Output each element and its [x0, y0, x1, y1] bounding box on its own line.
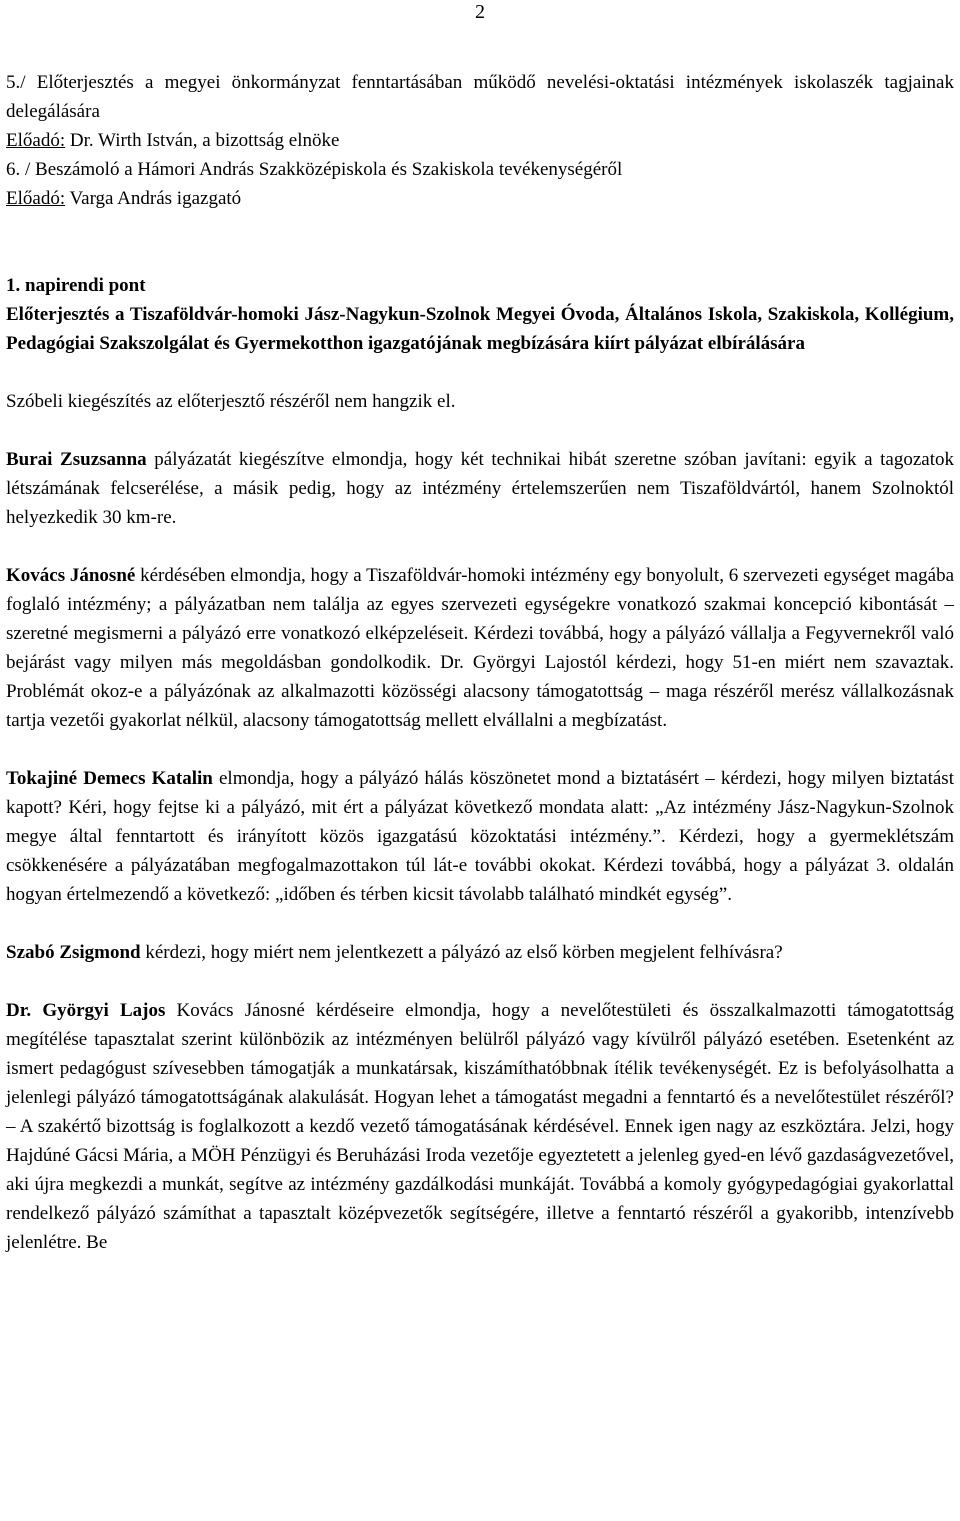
paragraph-text: elmondja, hogy a pályázó hálás köszönetet mond a biztatásért – kérdezi, hogy milyen biztatást kapott? Kéri, hogy fejtse ki a pályázó, mit ért a pályázat következő mondata alatt: „Az intézmény Jász-Nagykun-Szolnok megye által fenntartott és irányított közös igazgatású közoktatási intézmény.”. Kérdezi, hogy a gyermeklétszám csökkenésére a pályázatában megfogalmazottakon túl lát-e további okokat. Kérdezi továbbá, hogy a pályázat 3. oldalán hogyan értelmezendő a következő: „időben és térben kicsit távolabb található mindkét egység”.: [6, 768, 954, 905]
paragraph-szabo: [6, 938, 954, 967]
speaker-name: Tokajiné Demecs Katalin: [6, 768, 213, 789]
section-title: 1. napirendi pont: [6, 275, 146, 296]
speaker-name: Dr. Györgyi Lajos: [6, 1000, 166, 1021]
page-number: 2: [475, 1, 485, 23]
agenda-item-6-text: 6. / Beszámoló a Hámori András Szakközépiskola és Szakiskola tevékenységéről: [6, 159, 623, 180]
agenda-item-6: [6, 155, 954, 213]
paragraph-tokajine: [6, 764, 954, 909]
agenda-item-5-presenter-label: Előadó:: [6, 130, 66, 151]
paragraph-gyorgyi: [6, 996, 954, 1257]
paragraph-text: Kovács Jánosné kérdéseire elmondja, hogy a nevelőtestületi és összalkalmazotti támogatottság megítélése tapasztalat szerint különbözik az intézményen belülről pályázó vagy kívülről pályázó esetében. Esetenként az ismert pedagógust szívesebben támogatják a munkatársak, kiszámíthatóbbnak ítélik tevékenységét. Ez is befolyásolhatta a jelenlegi pályázó támogatottságának alakulását. Hogyan lehet a támogatást megadni a fenntartó és a nevelőtestület részéről? – A szakértő bizottság is foglalkozott a kezdő vezető támogatásának kérdésével. Ennek igen nagy az eszköztára. Jelzi, hogy Hajdúné Gácsi Mária, a MÖH Pénzügyi és Beruházási Iroda vezetője egyeztetett a jelenleg gyed-en lévő gazdaságvezetővel, aki újra megkezdi a munkát, segítve az intézmény gazdálkodási munkáját. Továbbá a komoly gyógypedagógiai gyakorlattal rendelkező pályázó számíthat a tapasztalt középvezetők segítségére, illetve a fenntartó részéről a gyakoribb, intenzívebb jelenlétre. Be: [6, 1000, 955, 1253]
paragraph-kovacs: [6, 561, 954, 735]
agenda-item-6-presenter-label: Előadó:: [6, 188, 66, 209]
document-body: [6, 68, 954, 1257]
paragraph-text: pályázatát kiegészítve elmondja, hogy két technikai hibát szeretne szóban javítani: egyik a tagozatok létszámának felcserélése, a másik pedig, hogy az intézmény értelemszerűen nem Tiszaföldvártól, hanem Szolnoktól helyezkedik 30 km-re.: [6, 449, 955, 528]
agenda-item-5-presenter: Dr. Wirth István, a bizottság elnöke: [65, 130, 340, 151]
paragraph-text: kérdezi, hogy miért nem jelentkezett a pályázó az első körben megjelent felhívásra?: [140, 942, 783, 963]
paragraph-text: kérdésében elmondja, hogy a Tiszaföldvár-homoki intézmény egy bonyolult, 6 szervezeti egységet magába foglaló intézmény; a pályázatban nem találja az egyes szervezeti egységekre vonatkozó szakmai koncepció kibontását – szeretné megismerni a pályázó erre vonatkozó elképzeléseit. Kérdezi továbbá, hogy a pályázó vállalja a Fegyvernekről való bejárást vagy milyen más megoldásban gondolkodik. Dr. Györgyi Lajostól kérdezi, hogy 51-en miért nem szavaztak. Problémát okoz-e a pályázónak az alkalmazotti közösségi alacsony támogatottság – maga részéről merész vállalkozásnak tartja vezetői gyakorlat nélkül, alacsony támogatottság mellett elvállalni a megbízatást.: [6, 565, 954, 731]
speaker-name: Szabó Zsigmond: [6, 942, 141, 963]
paragraph-oral-supplement: Szóbeli kiegészítés az előterjesztő részéről nem hangzik el.: [6, 391, 456, 412]
agenda-item-5: [6, 68, 954, 155]
paragraph-burai: [6, 445, 954, 532]
agenda-item-6-presenter: Varga András igazgató: [65, 188, 242, 209]
speaker-name: Kovács Jánosné: [6, 565, 136, 586]
section-subtitle: Előterjesztés a Tiszaföldvár-homoki Jász-Nagykun-Szolnok Megyei Óvoda, Általános Iskola, Szakiskola, Kollégium, Pedagógiai Szakszolgálat és Gyermekotthon igazgatójának megbízására kiírt pályázat elbírálására: [6, 304, 954, 354]
agenda-item-5-text: 5./ Előterjesztés a megyei önkormányzat fenntartásában működő nevelési-oktatási intézmények iskolaszék tagjainak delegálására: [6, 72, 954, 122]
speaker-name: Burai Zsuzsanna: [6, 449, 147, 470]
